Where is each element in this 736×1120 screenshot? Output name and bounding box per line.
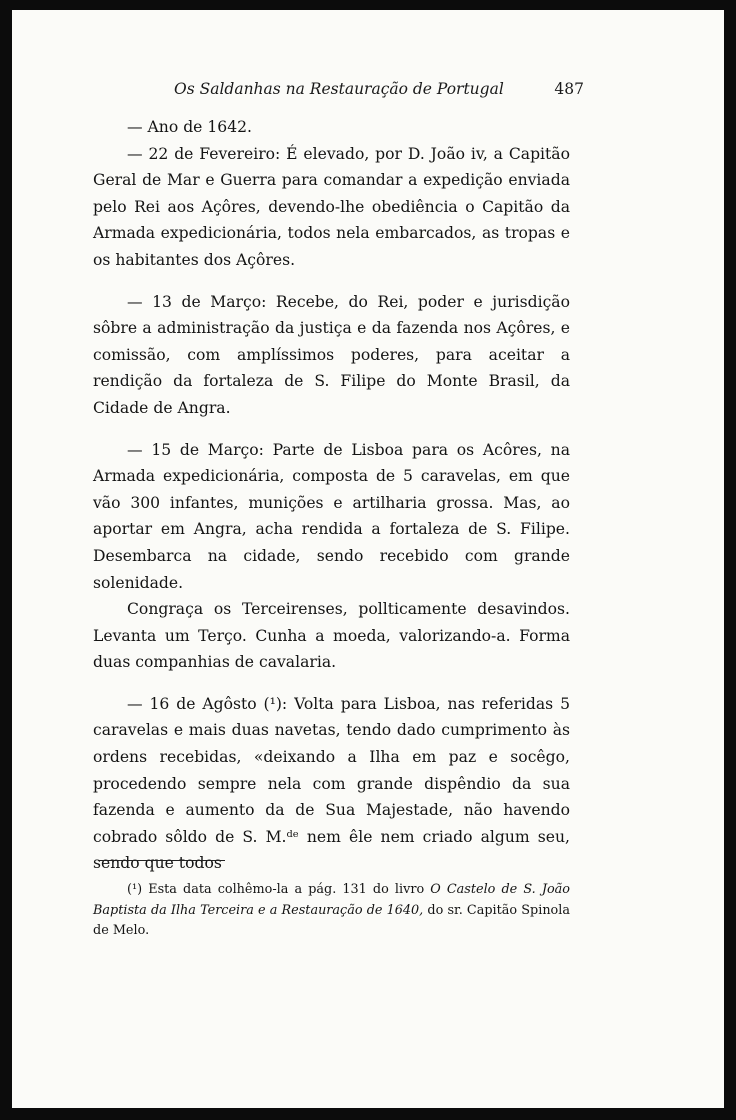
paragraph-22-fevereiro: — 22 de Fevereiro: É elevado, por D. João iv, a Capitão Geral de Mar e Guerra para comandar a expedição enviada pelo Rei aos Açôres, devendo-lhe obediência o Capitão da Armada expedicionária, todos nela embarcados, as tropas e os habitantes dos Açôres. — [93, 144, 570, 269]
footnote-marker: (¹) — [127, 882, 143, 897]
running-header — [174, 80, 584, 104]
paragraph-16-agosto: — 16 de Agôsto (¹): Volta para Lisboa, nas referidas 5 caravelas e mais duas navetas, tendo dado cumprimento às ordens recebidas, «deixando a Ilha em paz e socêgo, procedendo sempre nela com grande dispêndio da sua fazenda e aumento da de Sua Majestade, não havendo cobrado sôldo de S. M.ᵈᵉ nem êle nem criado algum seu, sendo que todos — [93, 694, 570, 873]
footnote-book-title: O Castelo de S. João Baptista da Ilha Terceira e a Restauração de 1640, — [93, 882, 570, 918]
paragraph-year: — Ano de 1642. — [127, 118, 253, 136]
paragraph-15-marco: — 15 de Março: Parte de Lisboa para os Acôres, na Armada expedicionária, composta de 5 caravelas, em que vão 300 infantes, munições e artilharia grossa. Mas, ao aportar em Angra, acha rendida a fortaleza de S. Filipe. Desembarca na cidade, sendo recebido com grande solenidade. — [93, 440, 570, 592]
footnote-text-before: Esta data colhêmo-la a pág. 131 do livro — [148, 882, 425, 897]
footnote-rule — [98, 860, 225, 861]
footnote-text-after: do sr. Capitão Spinola de Melo. — [93, 902, 570, 938]
page-number: 487 — [554, 80, 584, 98]
paragraph-13-marco: — 13 de Março: Recebe, do Rei, poder e jurisdição sôbre a administração da justiça e da fazenda nos Açôres, e comissão, com amplíssimos poderes, para aceitar a rendição da fortaleza de S. Filipe do Monte Brasil, da Cidade de Angra. — [93, 292, 570, 417]
paragraph-congraca: Congraça os Terceirenses, pollticamente desavindos. Levanta um Terço. Cunha a moeda, valorizando-a. Forma duas companhias de cavalaria. — [93, 600, 570, 672]
running-title: Os Saldanhas na Restauração de Portugal — [174, 80, 504, 98]
body-text — [93, 114, 570, 877]
footnote — [93, 880, 570, 942]
